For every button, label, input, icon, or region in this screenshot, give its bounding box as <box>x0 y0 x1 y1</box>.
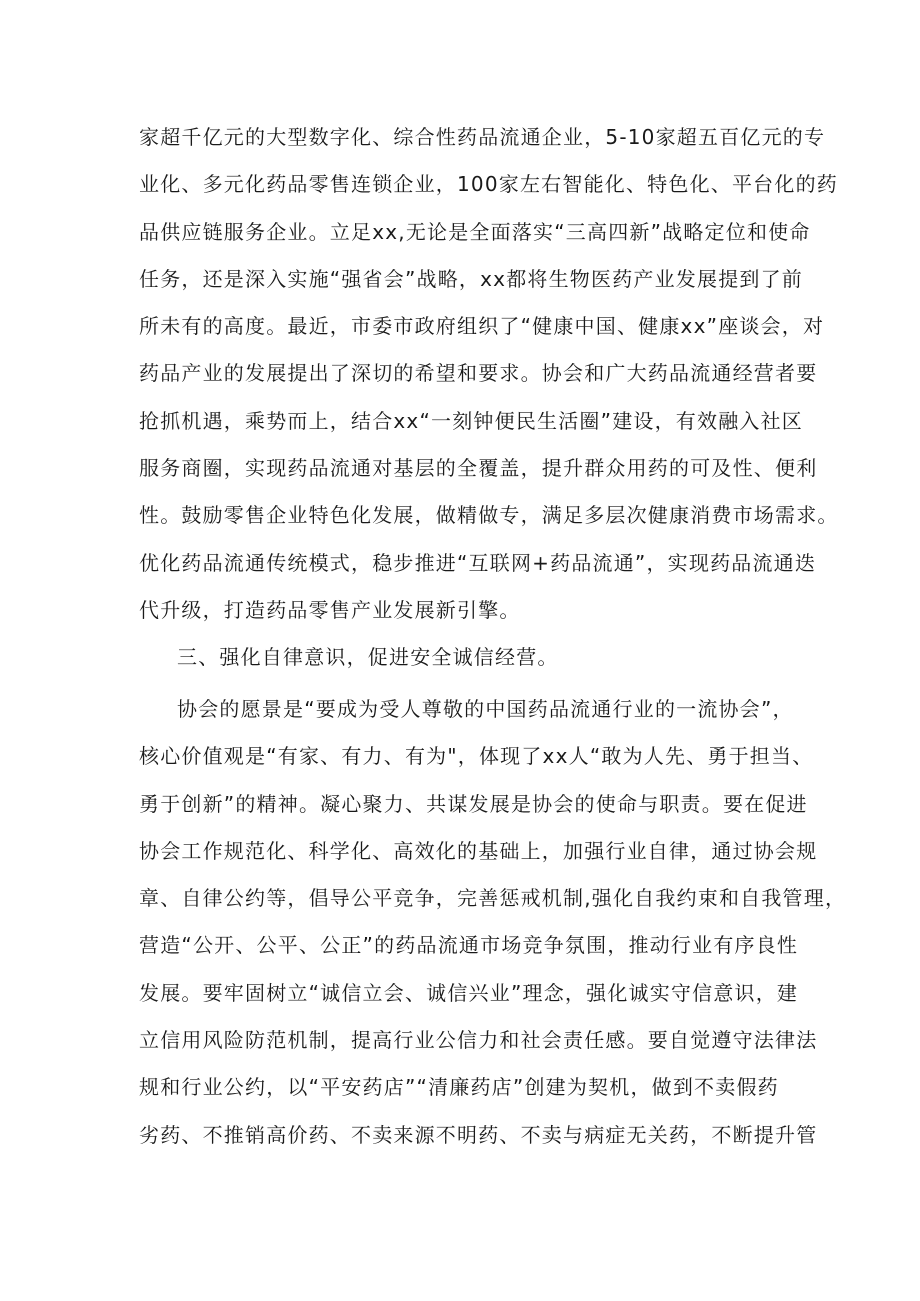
text-line: 服务商圈，实现药品流通对基层的全覆盖，提升群众用药的可及性、便利 <box>139 456 818 481</box>
text-line: 所未有的高度。最近，市委市政府组织了“健康中国、健康xx”座谈会，对 <box>139 314 825 339</box>
text-line: 优化药品流通传统模式，稳步推进“互联网+药品流通”，实现药品流通迭 <box>139 550 817 575</box>
text-line: 协会工作规范化、科学化、高效化的基础上，加强行业自律，通过协会规 <box>139 838 818 863</box>
paragraph-continuation <box>139 114 839 634</box>
text-line: 代升级，打造药品零售产业发展新引擎。 <box>139 597 521 622</box>
text-line: 核心价值观是“有家、有力、有为"，体现了xx人“敢为人先、勇于担当、 <box>139 744 814 769</box>
text-line: 发展。要牢固树立“诚信立会、诚信兴业”理念，强化诚实守信意识，建 <box>139 980 799 1005</box>
text-line: 药品产业的发展提出了深切的希望和要求。协会和广大药品流通经营者要 <box>139 361 818 386</box>
text-line: 品供应链服务企业。立足xx,无论是全面落实“三高四新”战略定位和使命 <box>139 219 811 244</box>
text-line: 劣药、不推销高价药、不卖来源不明药、不卖与病症无关药，不断提升管 <box>139 1122 818 1147</box>
text-line: 家超千亿元的大型数字化、综合性药品流通企业，5-10家超五百亿元的专 <box>139 125 826 149</box>
text-line: 协会的愿景是“要成为受人尊敬的中国药品流通行业的一流协会”， <box>177 697 794 721</box>
paragraph <box>139 686 847 1159</box>
text-line: 勇于创新”的精神。凝心聚力、共谋发展是协会的使命与职责。要在促进 <box>139 791 808 816</box>
text-line: 任务，还是深入实施“强省会”战略，xx都将生物医药产业发展提到了前 <box>139 266 803 291</box>
text-line: 抢抓机遇，乘势而上，结合xx“一刻钟便民生活圈”建设，有效融入社区 <box>139 408 803 433</box>
section-heading-text: 三、强化自律意识，促进安全诚信经营。 <box>177 645 559 669</box>
text-line: 性。鼓励零售企业特色化发展，做精做专，满足多层次健康消费市场需求。 <box>139 503 839 528</box>
text-line: 业化、多元化药品零售连锁企业，100家左右智能化、特色化、平台化的药 <box>139 172 838 197</box>
text-line: 章、自律公约等，倡导公平竞争，完善惩戒机制,强化自我约束和自我管理， <box>139 886 847 911</box>
text-line: 营造“公开、公平、公正”的药品流通市场竞争氛围，推动行业有序良性 <box>139 933 799 958</box>
text-line: 立信用风险防范机制，提高行业公信力和社会责任感。要自觉遵守法律法 <box>139 1028 818 1053</box>
section-heading <box>139 634 789 681</box>
text-line: 规和行业公约，以“平安药店”“清廉药店”创建为契机，做到不卖假药 <box>139 1075 779 1100</box>
